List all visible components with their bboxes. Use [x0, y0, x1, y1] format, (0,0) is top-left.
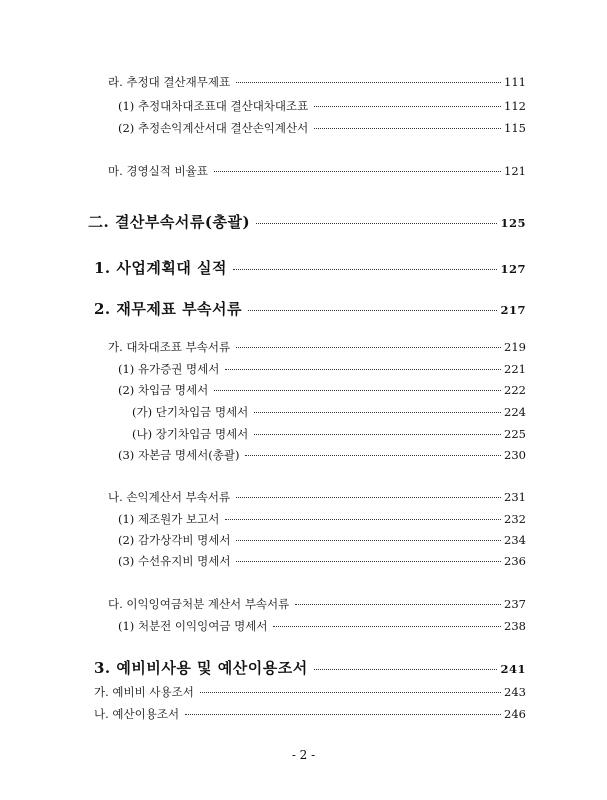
- dot-leader: [233, 269, 497, 270]
- toc-entry-label: (1) 처분전 이익잉여금 명세서: [118, 619, 268, 633]
- dot-leader: [314, 128, 501, 129]
- toc-entry-page: 217: [500, 303, 526, 317]
- dot-leader: [236, 540, 501, 541]
- toc-entry-label: (가) 단기차입금 명세서: [132, 405, 249, 419]
- dot-leader: [254, 412, 501, 413]
- toc-entry: [118, 361, 526, 377]
- toc-entry: [118, 447, 526, 463]
- toc-entry: [132, 426, 526, 442]
- toc-entry: [94, 298, 526, 319]
- toc-entry: [118, 98, 526, 114]
- toc-entry: [94, 257, 526, 278]
- dot-leader: [214, 390, 501, 391]
- dot-leader: [214, 171, 501, 172]
- toc-entry-label: (3) 수선유지비 명세서: [118, 554, 231, 568]
- toc-entry-page: 237: [504, 597, 526, 611]
- dot-leader: [200, 692, 501, 693]
- toc-entry: [118, 120, 526, 136]
- toc-entry: [108, 489, 526, 505]
- toc-entry-page: 234: [504, 533, 526, 547]
- toc-entry: [118, 618, 526, 634]
- toc-entry: [108, 339, 526, 355]
- toc-entry-label: 가. 대차대조표 부속서류: [108, 340, 231, 354]
- toc-entry-page: 111: [504, 75, 526, 89]
- toc-entry-page: 246: [504, 707, 526, 721]
- toc-entry: [108, 596, 526, 612]
- toc-entry: [132, 404, 526, 420]
- toc-entry-page: 225: [504, 427, 526, 441]
- dot-leader: [245, 455, 501, 456]
- toc-entry: [118, 382, 526, 398]
- toc-entry: [94, 657, 526, 678]
- toc-entry: [94, 706, 526, 722]
- toc-entry-page: 221: [504, 362, 526, 376]
- toc-entry-label: 3. 예비비사용 및 예산이용조서: [94, 659, 308, 677]
- toc-entry-page: 219: [504, 340, 526, 354]
- toc-entry-page: 224: [504, 405, 526, 419]
- toc-entry-label: (1) 제조원가 보고서: [118, 512, 220, 526]
- dot-leader: [236, 497, 501, 498]
- toc-entry: [108, 163, 526, 179]
- toc-entry-page: 115: [504, 121, 526, 135]
- dot-leader: [236, 82, 501, 83]
- toc-entry-page: 241: [500, 662, 526, 676]
- toc-entry-label: (2) 차입금 명세서: [118, 383, 209, 397]
- dot-leader: [248, 310, 497, 311]
- toc-entry-page: 222: [504, 383, 526, 397]
- toc-entry-label: 다. 이익잉여금처분 계산서 부속서류: [108, 597, 290, 611]
- toc-entry-page: 232: [504, 512, 526, 526]
- toc-entry: [88, 211, 526, 232]
- toc-entry-page: 231: [504, 490, 526, 504]
- toc-entry-label: 가. 예비비 사용조서: [94, 685, 194, 699]
- dot-leader: [225, 369, 501, 370]
- toc-entry-label: 2. 재무제표 부속서류: [94, 300, 243, 318]
- toc-entry: [118, 532, 526, 548]
- toc-entry-label: (나) 장기차입금 명세서: [132, 427, 249, 441]
- dot-leader: [236, 347, 501, 348]
- toc-entry-label: (1) 유가증권 명세서: [118, 362, 220, 376]
- dot-leader: [314, 669, 498, 670]
- toc-entry-page: 125: [500, 216, 526, 230]
- toc-entry-page: 112: [504, 99, 526, 113]
- toc-entry: [118, 553, 526, 569]
- dot-leader: [273, 626, 501, 627]
- toc-entry-label: 나. 손익계산서 부속서류: [108, 490, 231, 504]
- toc-entry-label: (3) 자본금 명세서(총괄): [118, 448, 240, 462]
- page-number: - 2 -: [291, 748, 316, 762]
- dot-leader: [314, 106, 501, 107]
- toc-entry-page: 127: [500, 262, 526, 276]
- dot-leader: [254, 434, 501, 435]
- dot-leader: [185, 714, 501, 715]
- toc-entry-page: 230: [504, 448, 526, 462]
- toc-entry-page: 236: [504, 554, 526, 568]
- toc-entry-label: 나. 예산이용조서: [94, 707, 180, 721]
- toc-entry: [94, 684, 526, 700]
- toc-entry-label: (2) 감가상각비 명세서: [118, 533, 231, 547]
- toc-entry-label: (1) 추정대차대조표대 결산대차대조표: [118, 99, 309, 113]
- toc-entry-label: (2) 추정손익계산서대 결산손익계산서: [118, 121, 309, 135]
- toc-entry-label: 1. 사업계획대 실적: [94, 259, 228, 277]
- toc-entry: [118, 511, 526, 527]
- dot-leader: [295, 604, 501, 605]
- toc-entry: [108, 74, 526, 90]
- dot-leader: [256, 223, 497, 224]
- toc-entry-label: 라. 추정대 결산재무제표: [108, 75, 231, 89]
- toc-entry-label: 마. 경영실적 비율표: [108, 164, 208, 178]
- toc-entry-page: 243: [504, 685, 526, 699]
- toc-entry-page: 238: [504, 619, 526, 633]
- toc-entry-label: 二. 결산부속서류(총괄): [88, 213, 251, 231]
- toc-entry-page: 121: [504, 164, 526, 178]
- dot-leader: [236, 561, 501, 562]
- dot-leader: [225, 519, 501, 520]
